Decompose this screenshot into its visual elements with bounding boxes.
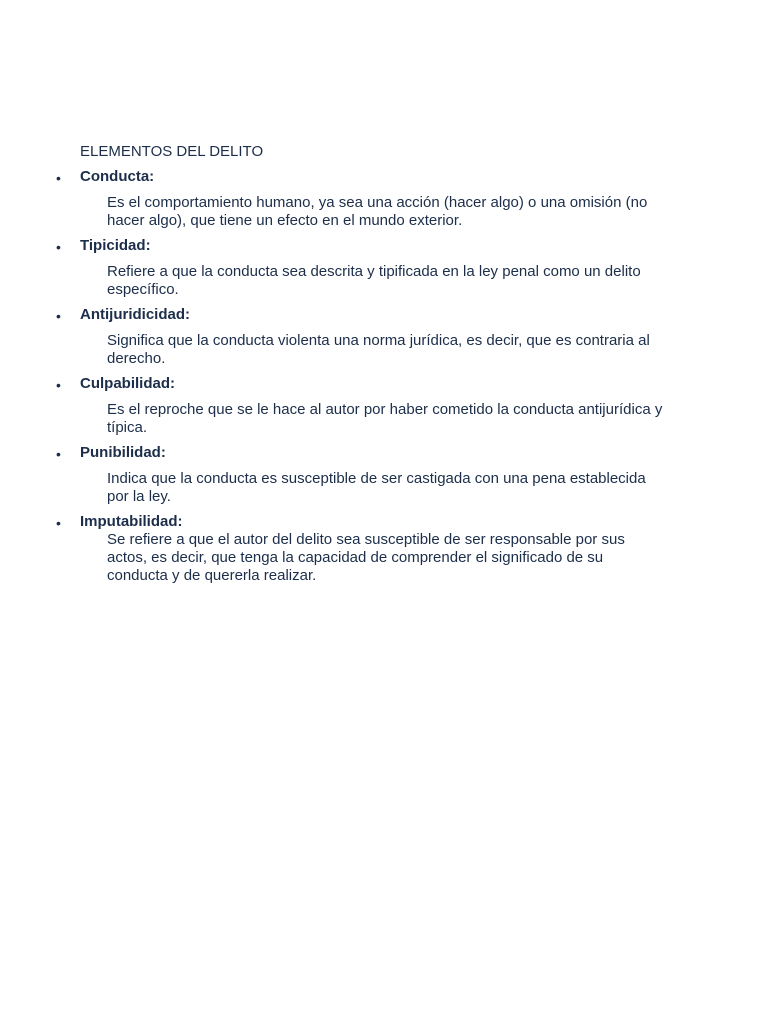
term-culpabilidad: Culpabilidad: <box>80 375 175 392</box>
term-antijuridicidad: Antijuridicidad: <box>80 306 190 323</box>
bullet-icon: • <box>56 239 61 255</box>
bullet-icon: • <box>56 308 61 324</box>
bullet-icon: • <box>56 377 61 393</box>
bullet-icon: • <box>56 170 61 186</box>
bullet-icon: • <box>56 446 61 462</box>
term-tipicidad: Tipicidad: <box>80 237 151 254</box>
document-title: ELEMENTOS DEL DELITO <box>80 143 264 160</box>
description-tipicidad: Refiere a que la conducta sea descrita y tipificada en la ley penal como un delito específico. <box>107 263 641 298</box>
description-antijuridicidad: Significa que la conducta violenta una norma jurídica, es decir, que es contraria al derecho. <box>107 332 650 367</box>
description-culpabilidad: Es el reproche que se le hace al autor por haber cometido la conducta antijurídica y típica. <box>107 401 663 436</box>
description-conducta: Es el comportamiento humano, ya sea una acción (hacer algo) o una omisión (no hacer algo), que tiene un efecto en el mundo exterior. <box>107 194 648 229</box>
description-imputabilidad: Se refiere a que el autor del delito sea susceptible de ser responsable por sus actos, es decir, que tenga la capacidad de comprender el significado de su conducta y de quererla realizar. <box>107 531 625 584</box>
term-conducta: Conducta: <box>80 168 155 185</box>
description-punibilidad: Indica que la conducta es susceptible de ser castigada con una pena establecida por la ley. <box>107 470 646 505</box>
bullet-icon: • <box>56 515 61 531</box>
term-imputabilidad: Imputabilidad: <box>80 513 183 530</box>
term-punibilidad: Punibilidad: <box>80 444 166 461</box>
